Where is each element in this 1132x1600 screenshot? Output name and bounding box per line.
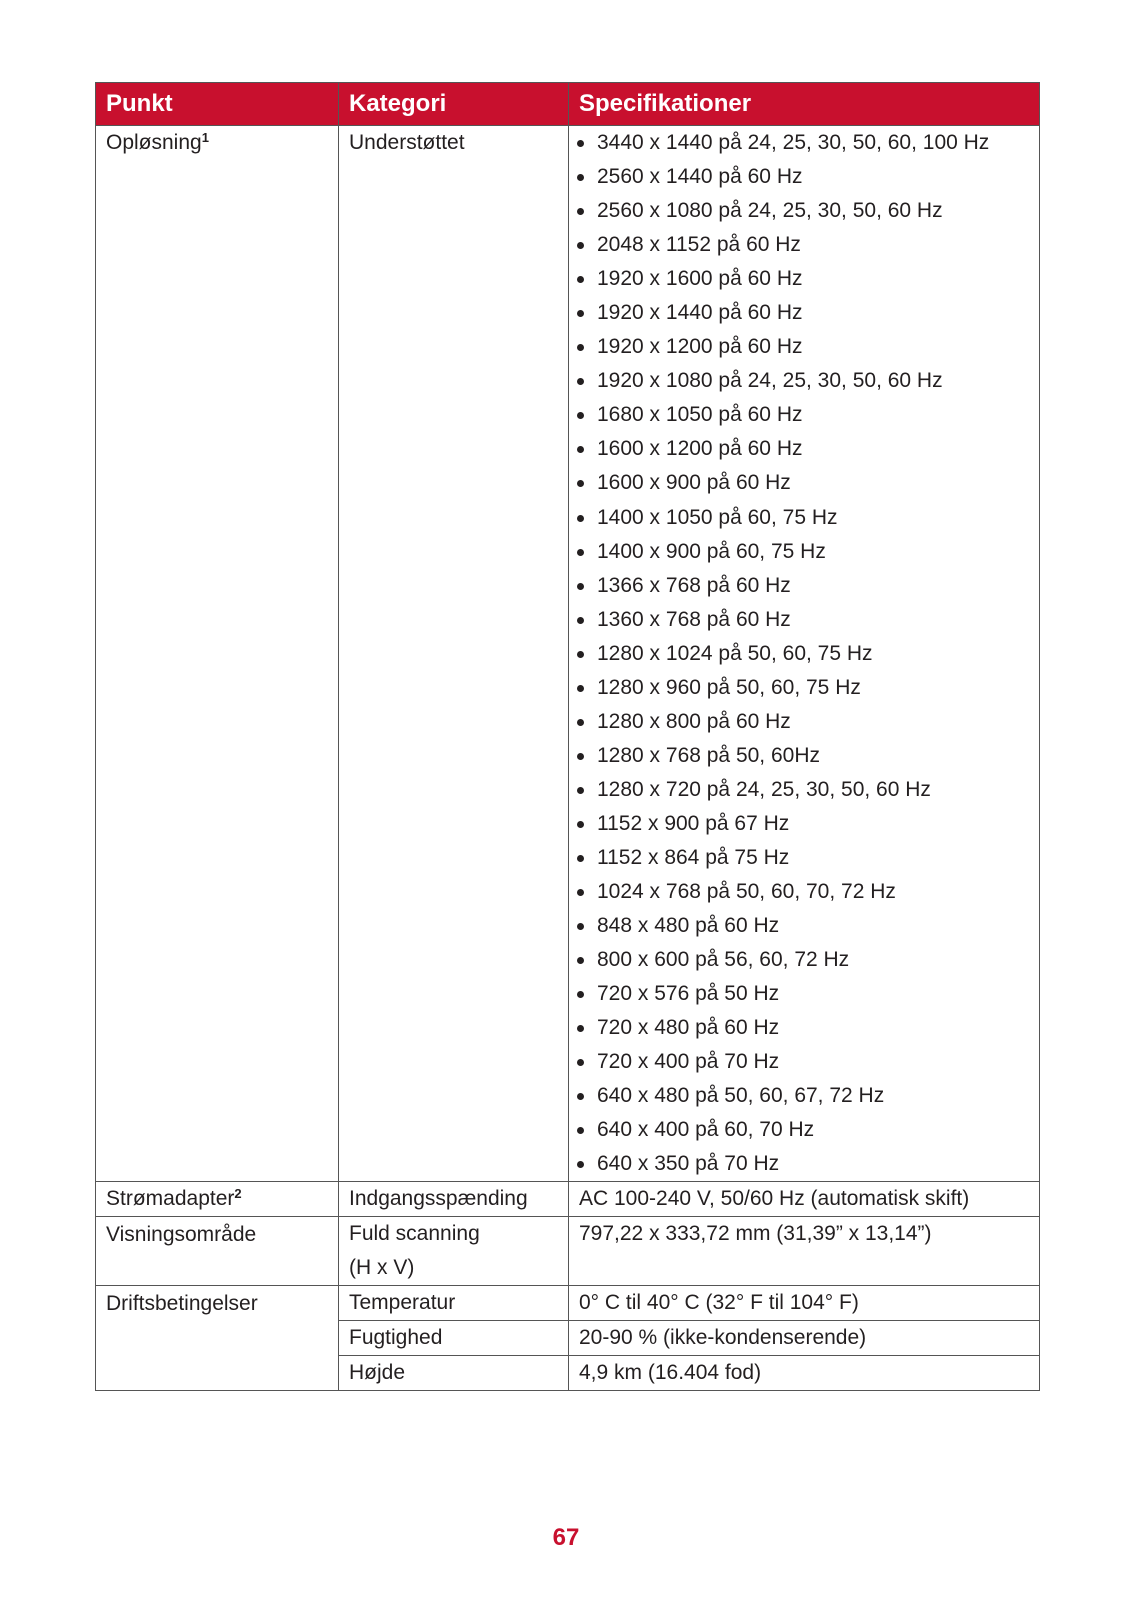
- spec-temperature: 0° C til 40° C (32° F til 104° F): [569, 1286, 1040, 1321]
- list-item: 2048 x 1152 på 60 Hz: [569, 228, 1029, 262]
- list-item: 1920 x 1200 på 60 Hz: [569, 330, 1029, 364]
- list-item: 1280 x 960 på 50, 60, 75 Hz: [569, 671, 1029, 705]
- list-item: 640 x 400 på 60, 70 Hz: [569, 1113, 1029, 1147]
- list-item: 1600 x 1200 på 60 Hz: [569, 432, 1029, 466]
- resolution-specs-cell: [569, 126, 1040, 1182]
- list-item: 1920 x 1600 på 60 Hz: [569, 262, 1029, 296]
- item-resolution-label: Opløsning: [106, 131, 202, 154]
- list-item: 1024 x 768 på 50, 60, 70, 72 Hz: [569, 875, 1029, 909]
- item-power-adapter: [96, 1182, 339, 1217]
- category-full-scan: [339, 1217, 569, 1286]
- list-item: 1400 x 1050 på 60, 75 Hz: [569, 501, 1029, 535]
- list-item: 720 x 480 på 60 Hz: [569, 1011, 1029, 1045]
- table-row-display-area: [96, 1217, 1040, 1286]
- category-full-scan-line1: Fuld scanning: [349, 1222, 480, 1246]
- table-row-resolution: [96, 126, 1040, 1182]
- category-input-voltage: Indgangsspænding: [339, 1182, 569, 1217]
- page-number: 67: [552, 1524, 580, 1551]
- list-item: 1280 x 1024 på 50, 60, 75 Hz: [569, 637, 1029, 671]
- header-item: Punkt: [96, 83, 339, 126]
- resolution-list: [569, 126, 1029, 1181]
- category-temperature: Temperatur: [339, 1286, 569, 1321]
- list-item: 720 x 400 på 70 Hz: [569, 1045, 1029, 1079]
- list-item: 1152 x 900 på 67 Hz: [569, 807, 1029, 841]
- category-full-scan-line2: (H x V): [349, 1256, 415, 1280]
- list-item: 2560 x 1080 på 24, 25, 30, 50, 60 Hz: [569, 194, 1029, 228]
- table-row-power: [96, 1182, 1040, 1217]
- footnote-2: 2: [234, 1186, 242, 1202]
- header-specifications: Specifikationer: [569, 83, 1040, 126]
- category-altitude: Højde: [339, 1356, 569, 1391]
- list-item: 848 x 480 på 60 Hz: [569, 909, 1029, 943]
- list-item: 1920 x 1440 på 60 Hz: [569, 296, 1029, 330]
- category-humidity: Fugtighed: [339, 1321, 569, 1356]
- table-header-row: [96, 83, 1040, 126]
- list-item: 1280 x 720 på 24, 25, 30, 50, 60 Hz: [569, 773, 1029, 807]
- list-item: 640 x 480 på 50, 60, 67, 72 Hz: [569, 1079, 1029, 1113]
- footnote-1: 1: [201, 130, 209, 145]
- list-item: 1680 x 1050 på 60 Hz: [569, 398, 1029, 432]
- list-item: 720 x 576 på 50 Hz: [569, 977, 1029, 1011]
- table-row-temperature: [96, 1286, 1040, 1321]
- spec-display-area: 797,22 x 333,72 mm (31,39” x 13,14”): [569, 1217, 1040, 1286]
- item-operating-conditions: Driftsbetingelser: [96, 1286, 339, 1391]
- spec-humidity: 20-90 % (ikke-kondenserende): [569, 1321, 1040, 1356]
- list-item: 3440 x 1440 på 24, 25, 30, 50, 60, 100 Hz: [569, 126, 1029, 160]
- list-item: 1280 x 768 på 50, 60Hz: [569, 739, 1029, 773]
- list-item: 1152 x 864 på 75 Hz: [569, 841, 1029, 875]
- list-item: 1400 x 900 på 60, 75 Hz: [569, 535, 1029, 569]
- specifications-table: [95, 82, 1040, 1391]
- list-item: 800 x 600 på 56, 60, 72 Hz: [569, 943, 1029, 977]
- category-supported: Understøttet: [339, 126, 569, 1182]
- item-resolution: [96, 126, 339, 1182]
- list-item: 1280 x 800 på 60 Hz: [569, 705, 1029, 739]
- spec-altitude: 4,9 km (16.404 fod): [569, 1356, 1040, 1391]
- list-item: 1920 x 1080 på 24, 25, 30, 50, 60 Hz: [569, 364, 1029, 398]
- list-item: 1360 x 768 på 60 Hz: [569, 603, 1029, 637]
- list-item: 1366 x 768 på 60 Hz: [569, 569, 1029, 603]
- list-item: 1600 x 900 på 60 Hz: [569, 466, 1029, 500]
- item-display-area: Visningsområde: [96, 1217, 339, 1286]
- header-category: Kategori: [339, 83, 569, 126]
- list-item: 640 x 350 på 70 Hz: [569, 1147, 1029, 1181]
- item-power-label: Strømadapter: [106, 1187, 235, 1211]
- spec-input-voltage: AC 100-240 V, 50/60 Hz (automatisk skift): [569, 1182, 1040, 1217]
- list-item: 2560 x 1440 på 60 Hz: [569, 160, 1029, 194]
